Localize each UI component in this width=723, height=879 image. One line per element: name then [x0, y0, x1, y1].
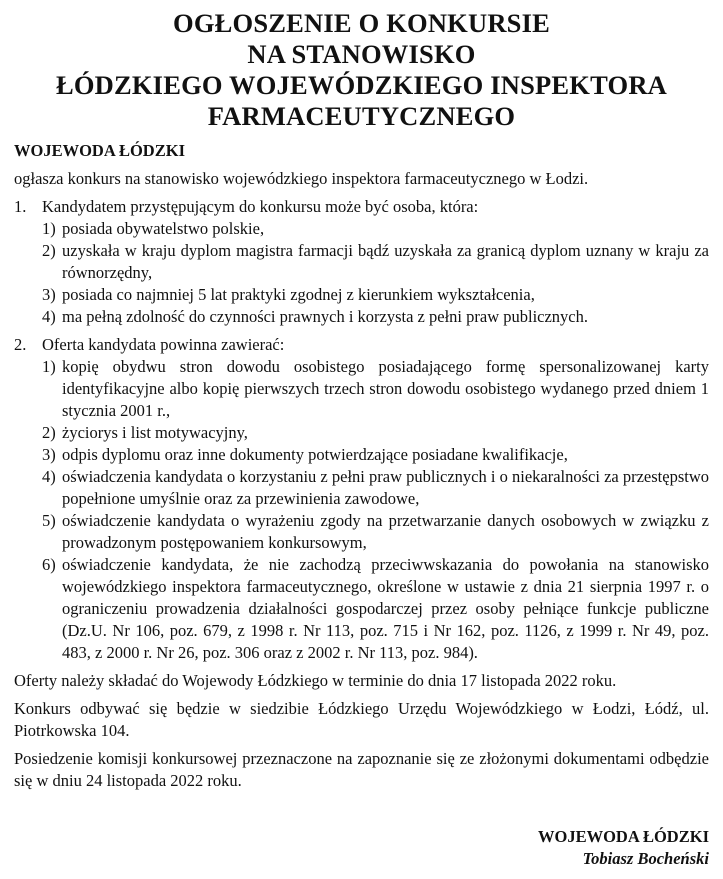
- section-heading-text: Kandydatem przystępującym do konkursu może być osoba, która:: [42, 197, 479, 216]
- list-item-text: posiada co najmniej 5 lat praktyki zgodnej z kierunkiem wykształcenia,: [62, 285, 535, 304]
- section-heading: [14, 334, 709, 356]
- list-item-number: 1): [42, 219, 56, 238]
- announcer-heading: WOJEWODA ŁÓDZKI: [14, 141, 185, 160]
- page-title: [14, 8, 709, 132]
- list-item: [14, 422, 709, 444]
- list-item-number: 3): [42, 445, 56, 464]
- list-item: [14, 240, 709, 284]
- list-item: [14, 356, 709, 422]
- signature-block: [538, 826, 709, 870]
- signature-title: WOJEWODA ŁÓDZKI: [538, 827, 709, 846]
- list-item-number: 4): [42, 467, 56, 486]
- signature-name: Tobiasz Bocheński: [582, 849, 709, 868]
- list-item-text: oświadczenie kandydata o wyrażeniu zgody na przetwarzanie danych osobowych w związku z prowadzonym postępowaniem konkursowym,: [62, 511, 709, 552]
- list-item: [14, 306, 709, 328]
- list-item-text: oświadczenie kandydata, że nie zachodzą przeciwwskazania do powołania na stanowisko wojewódzkiego inspektora farmaceutycznego, określone w ustawie z dnia 21 sierpnia 1997 r. o ograniczeniu prowadzenia działalności gospodarczej przez osoby pełniące funkcje publiczne (Dz.U. Nr 106, poz. 679, z 1998 r. Nr 113, poz. 715 i Nr 162, poz. 1126, z 1999 r. Nr 49, poz. 483, z 2000 r. Nr 26, poz. 306 oraz z 2002 r. Nr 113, poz. 984).: [62, 555, 709, 662]
- list-item-number: 5): [42, 511, 56, 530]
- list-item: [14, 466, 709, 510]
- list-item-text: odpis dyplomu oraz inne dokumenty potwierdzające posiadane kwalifikacje,: [62, 445, 568, 464]
- section-number: 1.: [14, 197, 27, 216]
- list-item-text: życiorys i list motywacyjny,: [62, 423, 248, 442]
- deadline-paragraph: Oferty należy składać do Wojewody Łódzkiego w terminie do dnia 17 listopada 2022 roku.: [14, 671, 617, 690]
- list-item-number: 2): [42, 241, 56, 260]
- list-item: [14, 284, 709, 306]
- section-offer-contents: [14, 334, 709, 664]
- title-line-3: ŁÓDZKIEGO WOJEWÓDZKIEGO INSPEKTORA: [55, 70, 668, 100]
- meeting-paragraph: Posiedzenie komisji konkursowej przeznaczone na zapoznanie się ze złożonymi dokumentami odbędzie się w dniu 24 listopada 2022 roku.: [14, 749, 709, 790]
- list-item: [14, 510, 709, 554]
- list-item-text: posiada obywatelstwo polskie,: [62, 219, 265, 238]
- list-item: [14, 554, 709, 664]
- intro-paragraph: ogłasza konkurs na stanowisko wojewódzkiego inspektora farmaceutycznego w Łodzi.: [14, 169, 589, 188]
- requirements-list: [14, 218, 709, 328]
- list-item-text: uzyskała w kraju dyplom magistra farmacji bądź uzyskała za granicą dyplom uznany w kraju za równorzędny,: [62, 241, 709, 282]
- section-requirements: [14, 196, 709, 328]
- list-item-number: 3): [42, 285, 56, 304]
- title-line-1: OGŁOSZENIE O KONKURSIE: [173, 8, 550, 38]
- section-heading-text: Oferta kandydata powinna zawierać:: [42, 335, 285, 354]
- list-item-text: kopię obydwu stron dowodu osobistego posiadającego formę spersonalizowanej karty identyfikacyjne albo kopię pierwszych trzech stron dowodu osobistego wydanego przed dniem 1 stycznia 2001 r.,: [62, 357, 709, 420]
- title-line-2: NA STANOWISKO: [247, 39, 476, 69]
- list-item-number: 1): [42, 357, 56, 376]
- list-item-number: 4): [42, 307, 56, 326]
- offer-contents-list: [14, 356, 709, 664]
- section-heading: [14, 196, 709, 218]
- list-item: [14, 444, 709, 466]
- list-item: [14, 218, 709, 240]
- list-item-number: 2): [42, 423, 56, 442]
- list-item-text: oświadczenia kandydata o korzystaniu z pełni praw publicznych i o niekaralności za przestępstwo popełnione umyślnie oraz za przewinienia zawodowe,: [62, 467, 709, 508]
- list-item-text: ma pełną zdolność do czynności prawnych i korzysta z pełni praw publicznych.: [62, 307, 588, 326]
- list-item-number: 6): [42, 555, 56, 574]
- location-paragraph: Konkurs odbywać się będzie w siedzibie Łódzkiego Urzędu Wojewódzkiego w Łodzi, Łódź, ul. Piotrkowska 104.: [14, 699, 709, 740]
- section-number: 2.: [14, 335, 27, 354]
- title-line-4: FARMACEUTYCZNEGO: [207, 101, 516, 131]
